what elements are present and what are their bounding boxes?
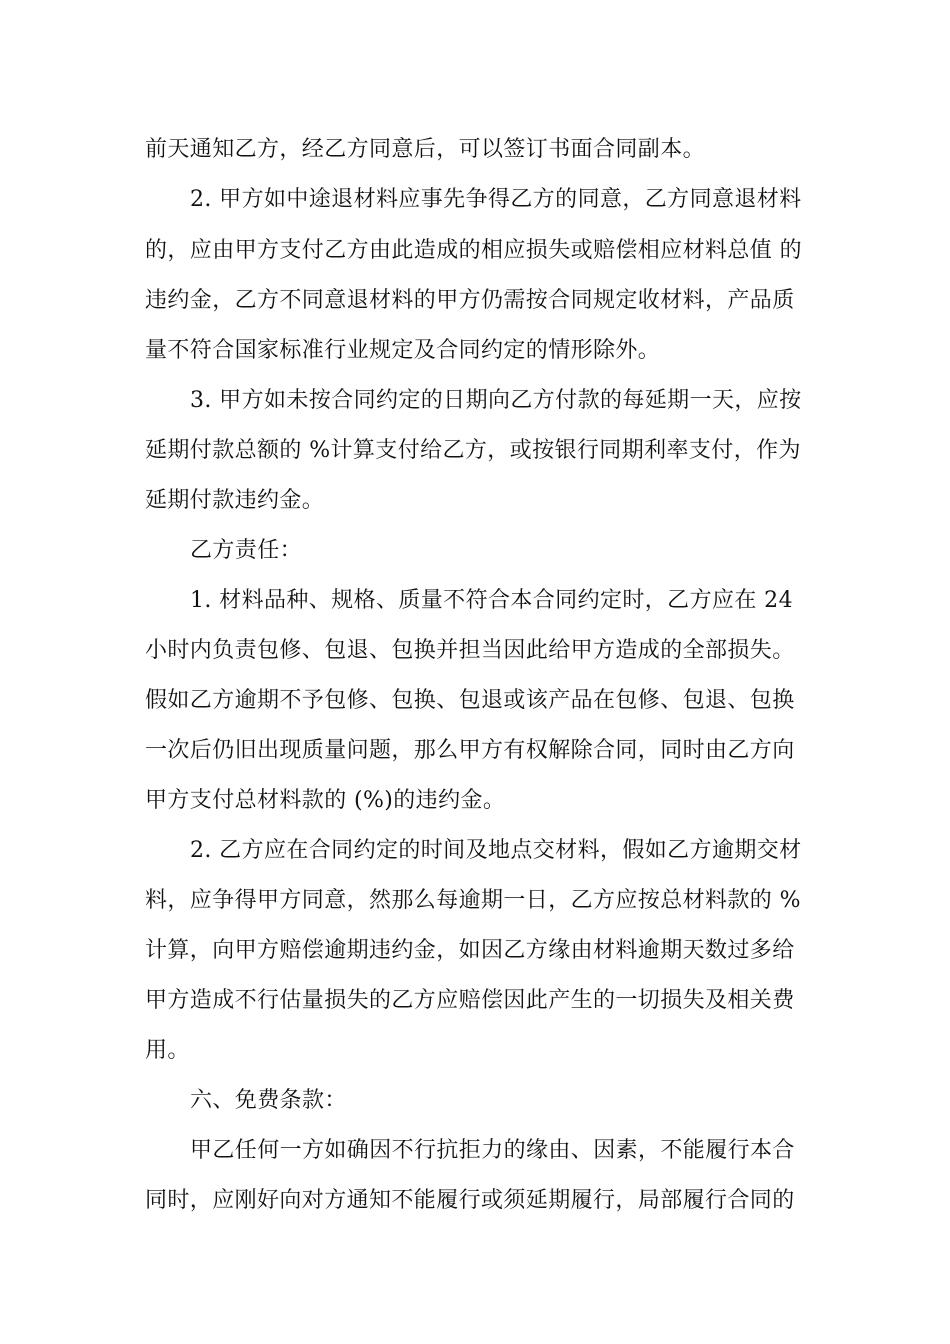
text-line: 甲方造成不行估量损失的乙方应赔偿因此产生的一切损失及相关费	[145, 988, 795, 1013]
text-line: 3. 甲方如未按合同约定的日期向乙方付款的每延期一天，应按	[190, 388, 802, 413]
text-line: 假如乙方逾期不予包修、包换、包退或该产品在包修、包退、包换	[145, 688, 795, 713]
text-line: 甲乙任何一方如确因不行抗拒力的缘由、因素，不能履行本合	[190, 1138, 795, 1163]
text-line: 的，应由甲方支付乙方由此造成的相应损失或赔偿相应材料总值 的	[145, 238, 802, 263]
text-line: 1. 材料品种、规格、质量不符合本合同约定时，乙方应在 24	[190, 588, 793, 613]
text-line: 违约金，乙方不同意退材料的甲方仍需按合同规定收材料，产品质	[145, 288, 795, 313]
text-line: 延期付款总额的 %计算支付给乙方，或按银行同期利率支付，作为	[145, 438, 801, 463]
text-line: 料，应争得甲方同意，然那么每逾期一日，乙方应按总材料款的 %	[145, 888, 801, 913]
text-line: 甲方支付总材料款的 (%)的违约金。	[145, 788, 506, 813]
text-line: 计算，向甲方赔偿逾期违约金，如因乙方缘由材料逾期天数过多给	[145, 938, 795, 963]
text-line: 前天通知乙方，经乙方同意后，可以签订书面合同副本。	[145, 137, 706, 162]
text-line: 小时内负责包修、包退、包换并担当因此给甲方造成的全部损失。	[145, 638, 795, 663]
text-line: 一次后仍旧出现质量问题，那么甲方有权解除合同，同时由乙方向	[145, 738, 795, 763]
text-line: 量不符合国家标准行业规定及合同约定的情形除外。	[145, 338, 661, 363]
section-heading: 六、免费条款：	[190, 1088, 347, 1113]
text-line: 延期付款违约金。	[145, 488, 325, 513]
section-heading: 乙方责任：	[190, 538, 303, 563]
text-line: 同时，应刚好向对方通知不能履行或须延期履行，局部履行合同的	[145, 1188, 795, 1213]
text-line: 2. 甲方如中途退材料应事先争得乙方的同意，乙方同意退材料	[190, 187, 802, 212]
text-line: 用。	[145, 1038, 190, 1063]
text-line: 2. 乙方应在合同约定的时间及地点交材料，假如乙方逾期交材	[190, 838, 802, 863]
